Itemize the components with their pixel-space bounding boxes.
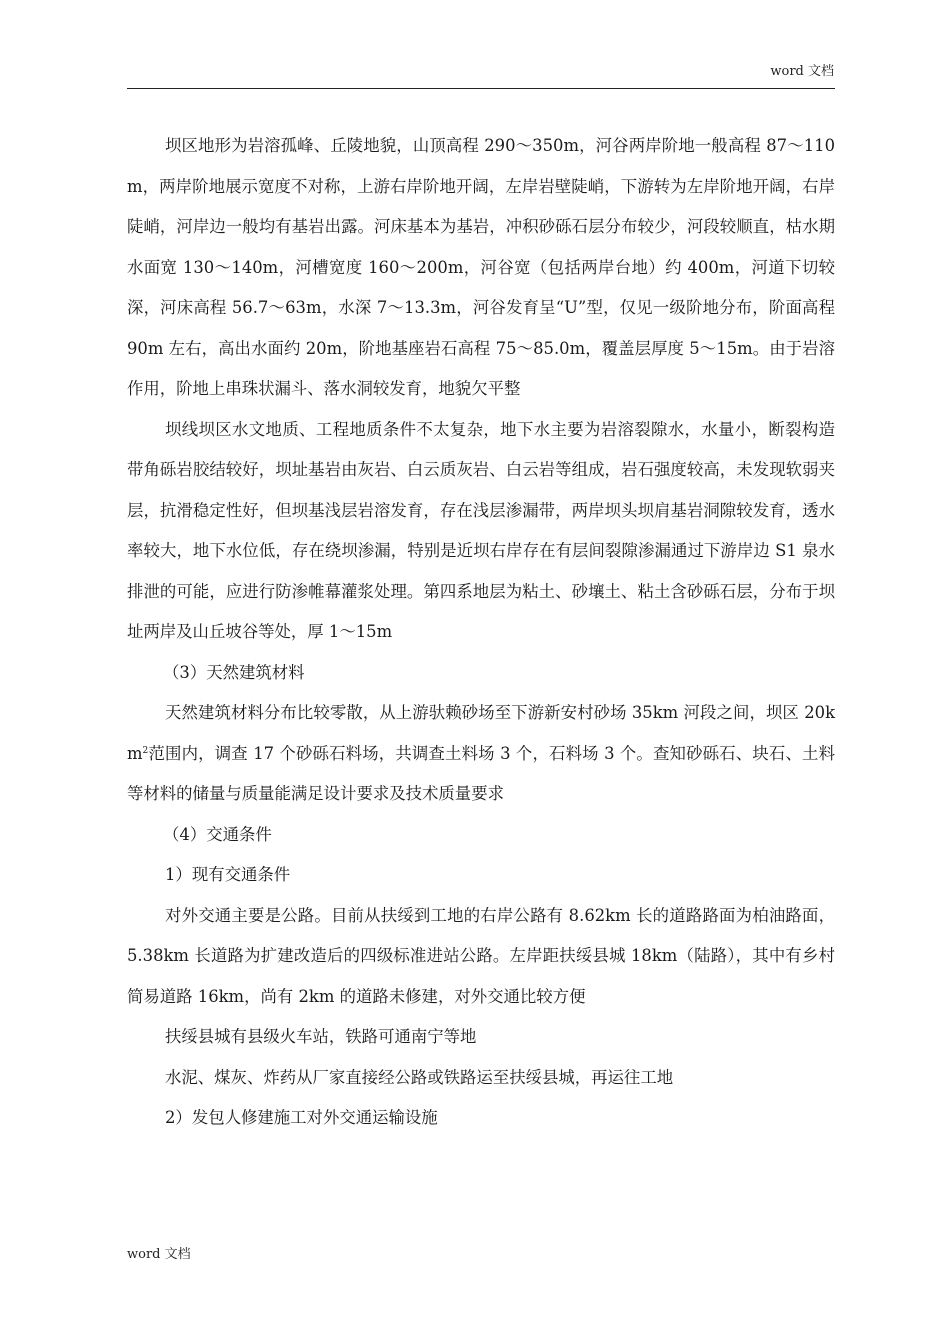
page-footer-label: word 文档: [127, 1247, 191, 1262]
subheading-existing-transport: 1）现有交通条件: [165, 865, 291, 884]
section-heading-building-materials: （3）天然建筑材料: [163, 662, 305, 682]
paragraph-external-transport: 对外交通主要是公路。目前从扶绥到工地的右岸公路有 8.62km 长的道路路面为柏油路面，5.38km 长道路为扩建改造后的四级标准进站公路。左岸距扶绥县城 18km（陆路），其中有乡村简易道路 16km，尚有 2km 的道路未修建，对外交通比较方便: [127, 905, 835, 1006]
superscript-squared: 2: [142, 745, 149, 756]
header-divider: [127, 88, 835, 89]
paragraph-building-materials: [127, 693, 835, 815]
materials-text-part-1: 天然建筑材料分布比较零散，从上游驮赖砂场至下游新安村砂场 35km 河段之间，坝区 20km: [127, 703, 835, 763]
paragraph-railway: 扶绥县城有县级火车站，铁路可通南宁等地: [165, 1027, 477, 1046]
subheading-employer-transport-facilities: 2）发包人修建施工对外交通运输设施: [165, 1108, 438, 1127]
document-body: [127, 126, 835, 1139]
paragraph-terrain: 坝区地形为岩溶孤峰、丘陵地貌，山顶高程 290～350m，河谷两岸阶地一般高程 87～110m，两岸阶地展示宽度不对称，上游右岸阶地开阔，左岸岩壁陡峭，下游转为左岸阶地开阔，右岸陡峭，河岸边一般均有基岩出露。河床基本为基岩，冲积砂砾石层分布较少，河段较顺直，枯水期水面宽 130～140m，河槽宽度 160～200m，河谷宽（包括两岸台地）约 400m，河道下切较深，河床高程 56.7～63m，水深 7～13.3m，河谷发育呈“U”型，仅见一级阶地分布，阶面高程 90m 左右，高出水面约 20m，阶地基座岩石高程 75～85.0m，覆盖层厚度 5～15m。由于岩溶作用，阶地上串珠状漏斗、落水洞较发育，地貌欠平整: [127, 136, 835, 398]
paragraph-hydrogeology: 坝线坝区水文地质、工程地质条件不太复杂，地下水主要为岩溶裂隙水，水量小，断裂构造带角砾岩胶结较好，坝址基岩由灰岩、白云质灰岩、白云岩等组成，岩石强度较高，未发现软弱夹层，抗滑稳定性好，但坝基浅层岩溶发育，存在浅层渗漏带，两岸坝头坝肩基岩洞隙较发育，透水率较大，地下水位低，存在绕坝渗漏，特别是近坝右岸存在有层间裂隙渗漏通过下游岸边 S1 泉水排泄的可能，应进行防渗帷幕灌浆处理。第四系地层为粘土、砂壤土、粘土含砂砾石层，分布于坝址两岸及山丘坡谷等处，厚 1～15m: [127, 419, 835, 641]
section-heading-transport: （4）交通条件: [163, 824, 272, 844]
paragraph-materials-delivery: 水泥、煤灰、炸药从厂家直接经公路或铁路运至扶绥县城，再运往工地: [165, 1067, 674, 1087]
page-header-label: word 文档: [770, 64, 834, 79]
materials-text-part-2: 范围内，调查 17 个砂砾石料场，共调查土料场 3 个，石料场 3 个。查知砂砾石、块石、土料等材料的储量与质量能满足设计要求及技术质量要求: [127, 743, 835, 803]
